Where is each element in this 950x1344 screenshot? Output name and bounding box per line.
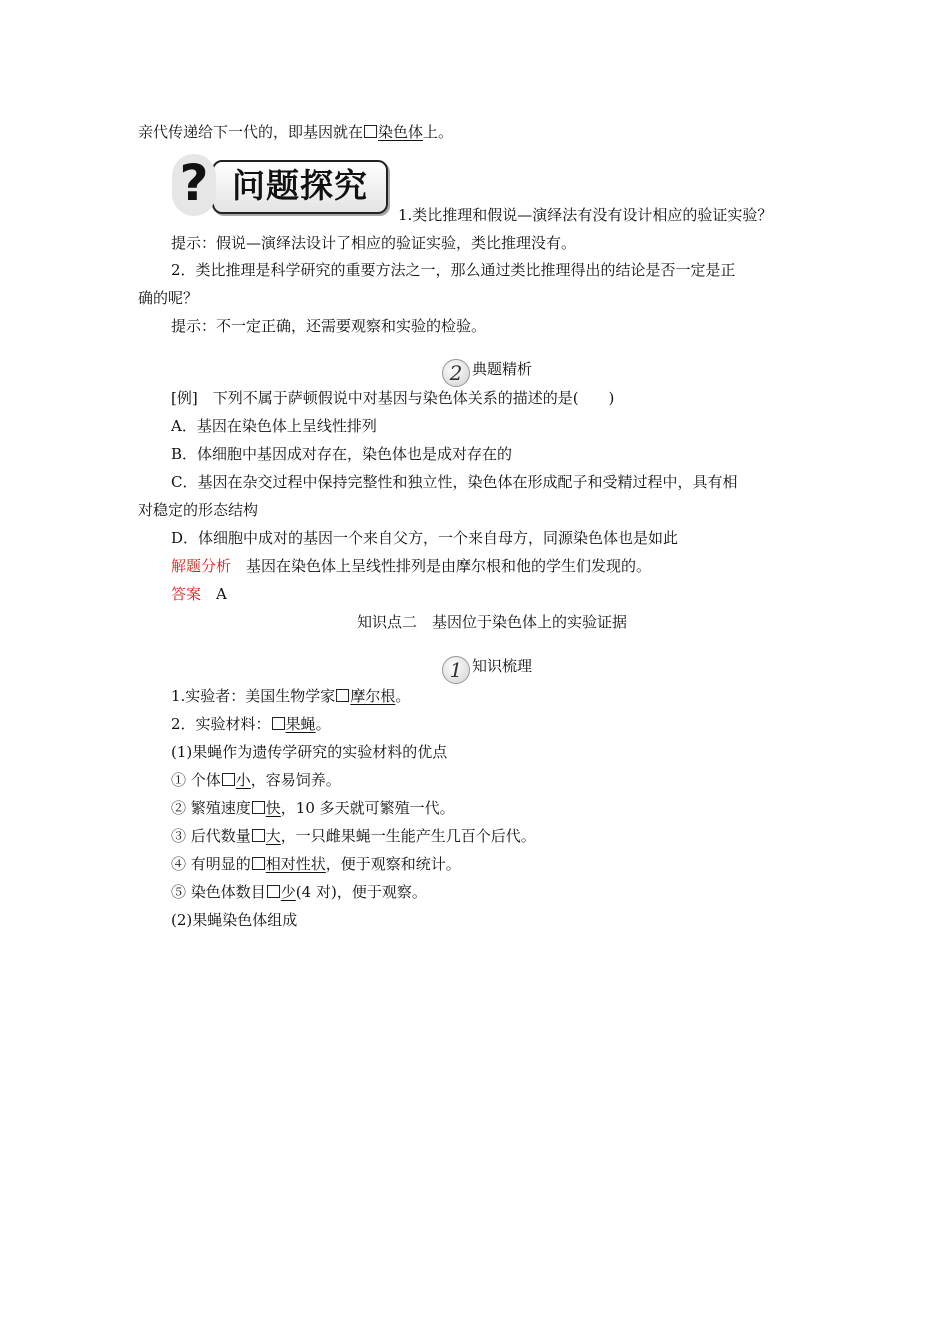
item-text: ④ 有明显的	[171, 855, 251, 873]
inquiry-q1: 1.类比推理和假说—演绎法有没有设计相应的验证实验？	[398, 206, 773, 224]
blank-box	[252, 829, 265, 842]
number-1-icon: 1	[442, 656, 470, 684]
item-answer: 摩尔根	[350, 687, 396, 705]
item-answer: 少	[280, 883, 296, 901]
question-mark-icon: ?	[172, 154, 216, 216]
item-text: ③ 后代数量	[171, 827, 251, 845]
item-text: ⑤ 染色体数目	[171, 883, 266, 901]
item-text: 。	[315, 715, 331, 733]
intro-line	[138, 121, 453, 143]
item-text: ，一只雌果蝇一生能产生几百个后代。	[280, 827, 536, 845]
review-sub-1: (1)果蝇作为遗传学研究的实验材料的优点	[171, 743, 448, 761]
item-answer: 快	[265, 799, 281, 817]
option-b: B．体细胞中基因成对存在，染色体也是成对存在的	[171, 445, 513, 463]
inquiry-a2: 提示：不一定正确，还需要观察和实验的检验。	[171, 317, 487, 335]
badge-label: 问题探究	[232, 166, 368, 205]
item-answer: 小	[235, 771, 251, 789]
option-d: D．体细胞中成对的基因一个来自父方，一个来自母方，同源染色体也是如此	[171, 529, 679, 547]
item-answer: 大	[265, 827, 281, 845]
option-a: A．基因在染色体上呈线性排列	[171, 417, 377, 435]
blank-box	[336, 689, 349, 702]
item-text: ② 繁殖速度	[171, 799, 251, 817]
item-answer: 相对性状	[265, 855, 326, 873]
example-stem: [例] 下列不属于萨顿假说中对基因与染色体关系的描述的是( )	[171, 389, 615, 407]
item-text: ① 个体	[171, 771, 221, 789]
section-typical-title: 典题精析	[472, 360, 533, 378]
advantage-5	[171, 881, 427, 903]
blank-box	[272, 717, 285, 730]
blank-box	[364, 125, 377, 138]
item-text: ，10 多天就可繁殖一代。	[280, 799, 455, 817]
item-text: ，便于观察和统计。	[325, 855, 461, 873]
section-typical-heading	[442, 354, 532, 387]
option-c-line1: C．基因在杂交过程中保持完整性和独立性，染色体在形成配子和受精过程中，具有相	[171, 473, 738, 491]
blank-box	[267, 885, 280, 898]
inquiry-a1: 提示：假说—演绎法设计了相应的验证实验，类比推理没有。	[171, 234, 577, 252]
item-text: ，容易饲养。	[250, 771, 341, 789]
answer-label: 答案	[171, 585, 202, 603]
blank-box	[252, 857, 265, 870]
intro-text-post: 上。	[423, 123, 454, 141]
badge-frame	[212, 160, 388, 214]
advantage-4	[171, 853, 461, 875]
item-text: 。	[395, 687, 411, 705]
intro-text-pre: 亲代传递给下一代的，即基因就在	[138, 123, 364, 141]
knowledge-point-title: 知识点二 基因位于染色体上的实验证据	[356, 613, 627, 631]
inquiry-q2-line2: 确的呢？	[138, 289, 199, 307]
advantage-2	[171, 797, 455, 819]
advantage-1	[171, 769, 341, 791]
inquiry-q2-line1: 2．类比推理是科学研究的重要方法之一，那么通过类比推理得出的结论是否一定是正	[171, 261, 736, 279]
blank-box	[252, 801, 265, 814]
review-sub-2: (2)果蝇染色体组成	[171, 911, 298, 929]
answer	[171, 583, 227, 605]
section-review-heading	[442, 651, 532, 684]
review-item-1	[171, 685, 410, 707]
analysis	[171, 555, 651, 577]
analysis-text: 基因在染色体上呈线性排列是由摩尔根和他的学生们发现的。	[231, 557, 652, 575]
review-item-2	[171, 713, 331, 735]
advantage-3	[171, 825, 536, 847]
item-text: (4 对)，便于观察。	[295, 883, 427, 901]
intro-answer: 染色体	[378, 123, 424, 141]
section-review-title: 知识梳理	[472, 657, 533, 675]
item-answer: 果蝇	[285, 715, 316, 733]
number-2-icon: 2	[442, 359, 470, 387]
inquiry-badge	[172, 154, 388, 216]
item-text: 2．实验材料：	[171, 715, 271, 733]
analysis-label: 解题分析	[171, 557, 232, 575]
option-c-line2: 对稳定的形态结构	[138, 501, 259, 519]
blank-box	[222, 773, 235, 786]
item-text: 1.实验者：美国生物学家	[171, 687, 336, 705]
answer-text: A	[201, 585, 227, 603]
